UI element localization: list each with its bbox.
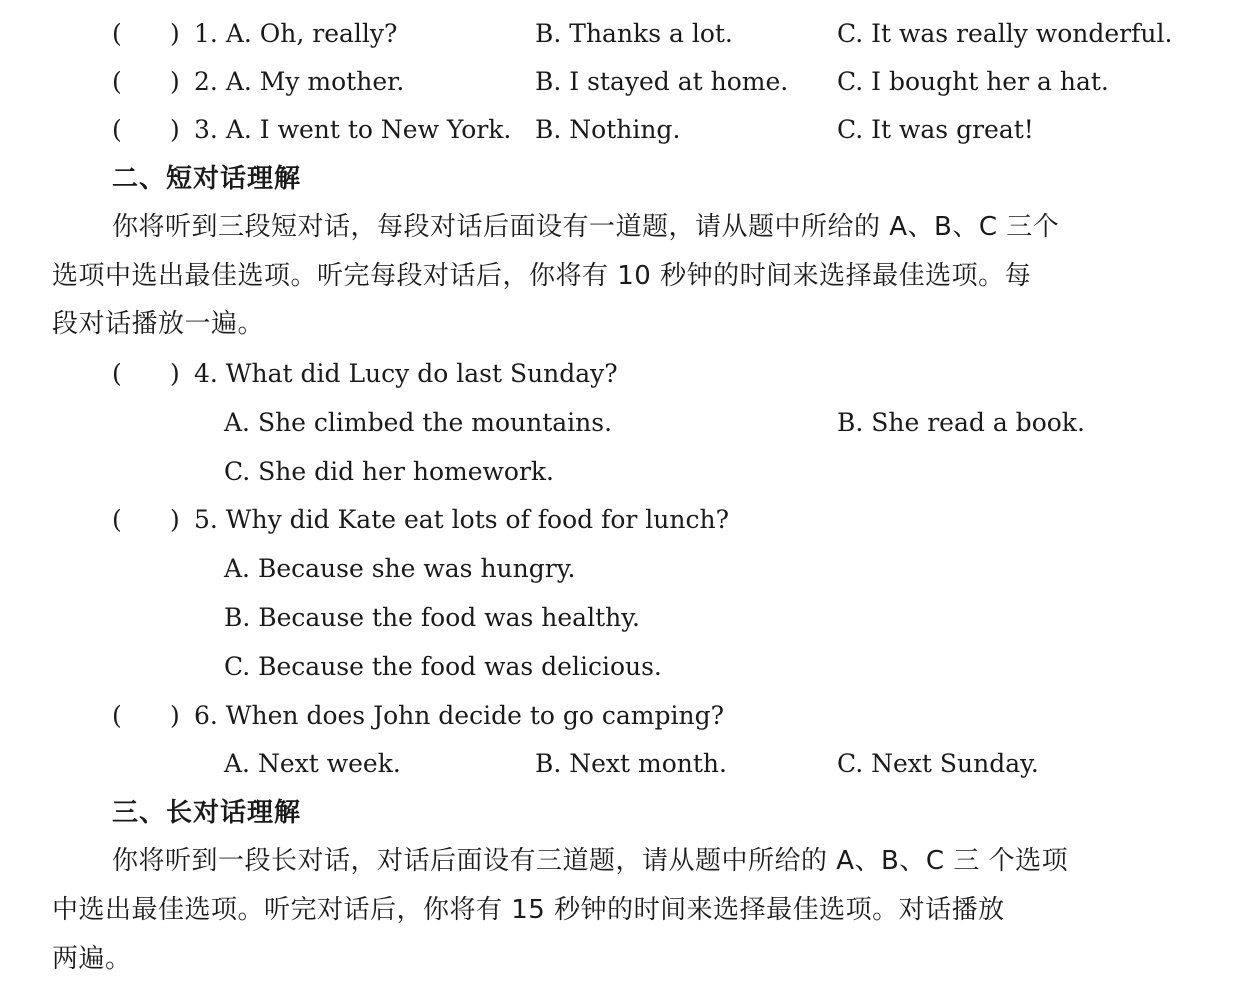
option-a: A. Next week. <box>224 749 401 778</box>
answer-blank-open[interactable]: ( <box>112 115 122 144</box>
answer-blank-open[interactable]: ( <box>112 505 122 534</box>
question-number: 3. <box>194 115 218 144</box>
answer-blank-close: ) <box>170 67 180 96</box>
option-b: B. Next month. <box>535 749 727 778</box>
option-c: C. It was really wonderful. <box>837 19 1173 48</box>
answer-blank-close: ) <box>170 701 180 730</box>
instruction-line: 选项中选出最佳选项。听完每段对话后，你将有 10 秒钟的时间来选择最佳选项。每 <box>52 261 1032 291</box>
answer-blank-close: ) <box>170 115 180 144</box>
question-number-and-option-a <box>194 110 511 150</box>
option-a: A. Because she was hungry. <box>224 554 576 583</box>
answer-blank-close: ) <box>170 359 180 388</box>
answer-blank-open[interactable]: ( <box>112 67 122 96</box>
answer-blank-open[interactable]: ( <box>112 19 122 48</box>
instruction-line: 段对话播放一遍。 <box>52 309 265 339</box>
answer-blank-close: ) <box>170 505 180 534</box>
option-b: B. Because the food was healthy. <box>224 603 640 632</box>
option-a: A. She climbed the mountains. <box>224 408 613 437</box>
option-a: A. I went to New York. <box>225 115 512 144</box>
question-number: 2. <box>194 67 218 96</box>
option-b: B. I stayed at home. <box>535 67 789 96</box>
option-a: A. My mother. <box>225 67 405 96</box>
instruction-line: 你将听到一段长对话，对话后面设有三道题，请从题中所给的 A、B、C 三 个选项 <box>112 846 1069 876</box>
answer-blank-open[interactable]: ( <box>112 359 122 388</box>
option-b: B. Thanks a lot. <box>535 19 733 48</box>
option-c: C. She did her homework. <box>224 457 554 486</box>
instruction-line: 你将听到三段短对话，每段对话后面设有一道题，请从题中所给的 A、B、C 三个 <box>112 212 1060 242</box>
question-number: 1. <box>194 19 218 48</box>
question-text: 5. Why did Kate eat lots of food for lunch? <box>194 505 730 534</box>
question-number-and-option-a <box>194 14 397 54</box>
answer-blank-close: ) <box>170 19 180 48</box>
section-title: 二、短对话理解 <box>112 164 302 194</box>
option-c: C. I bought her a hat. <box>837 67 1109 96</box>
section-title: 三、长对话理解 <box>112 798 302 828</box>
option-c: C. Because the food was delicious. <box>224 652 662 681</box>
option-a: A. Oh, really? <box>225 19 398 48</box>
question-text: 6. When does John decide to go camping? <box>194 701 724 730</box>
question-text: 4. What did Lucy do last Sunday? <box>194 359 618 388</box>
instruction-line: 两遍。 <box>52 944 132 974</box>
instruction-line: 中选出最佳选项。听完对话后，你将有 15 秒钟的时间来选择最佳选项。对话播放 <box>52 895 1005 925</box>
answer-blank-open[interactable]: ( <box>112 701 122 730</box>
question-number-and-option-a <box>194 62 404 102</box>
option-c: C. It was great! <box>837 115 1034 144</box>
option-b: B. She read a book. <box>837 408 1085 437</box>
option-b: B. Nothing. <box>535 115 681 144</box>
option-c: C. Next Sunday. <box>837 749 1039 778</box>
